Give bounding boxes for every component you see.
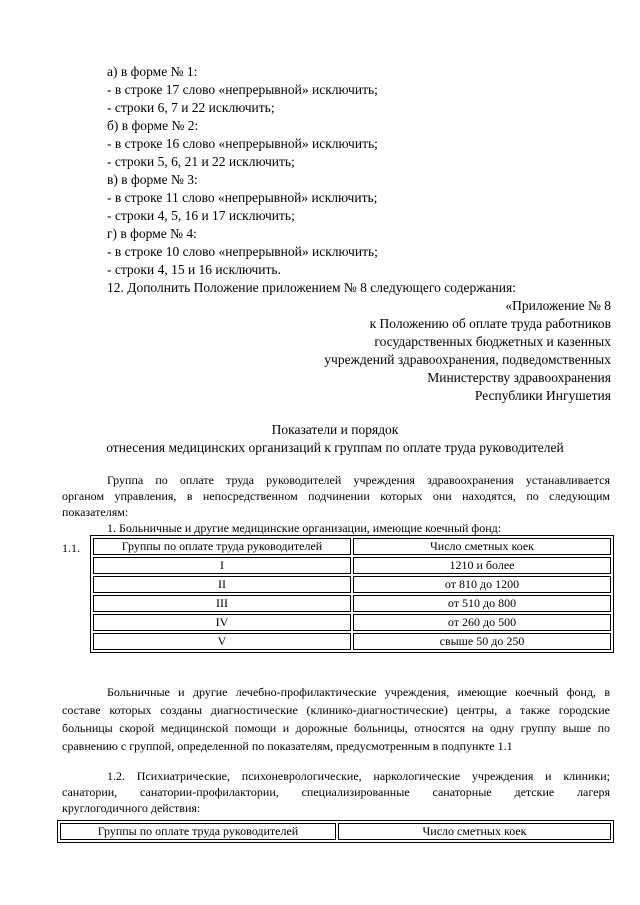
para2-line: больницы скорой медицинской помощи и дорожные больницы, относятся на одну группу выше по	[62, 721, 610, 735]
item-12: 12. Дополнить Положение приложением № 8 следующего содержания:	[107, 280, 516, 295]
para3-line: 1.2. Психиатрические, психоневрологические, наркологические учреждения и клиники;	[107, 769, 610, 783]
intro-line: показателям:	[62, 505, 129, 519]
beds-table	[90, 535, 614, 653]
table-row	[93, 557, 611, 574]
amendment-line: г) в форме № 4:	[107, 226, 197, 241]
table-header-row	[60, 823, 611, 840]
table-cell: III	[93, 595, 351, 612]
table-header-cell: Группы по оплате труда руководителей	[93, 538, 351, 555]
intro-line: органом управления, в непосредственном подчинении которых они находятся, по следующим	[62, 489, 610, 503]
amendment-line: - в строке 10 слово «непрерывной» исключить;	[107, 244, 378, 259]
amendment-line: в) в форме № 3:	[107, 172, 198, 187]
table-row	[93, 633, 611, 650]
table1-label: 1.1.	[62, 541, 80, 555]
doc-title: Показатели и порядок	[271, 422, 399, 437]
doc-subtitle: отнесения медицинских организаций к группам по оплате труда руководителей	[106, 440, 564, 455]
table-row	[93, 576, 611, 593]
table-cell: I	[93, 557, 351, 574]
table-cell: IV	[93, 614, 351, 631]
amendment-line: б) в форме № 2:	[107, 118, 199, 133]
table-row	[93, 614, 611, 631]
annex-header-line: Министерству здравоохранения	[427, 370, 611, 385]
amendment-line: - строки 6, 7 и 22 исключить;	[107, 100, 275, 115]
table-header-cell: Группы по оплате труда руководителей	[60, 823, 336, 840]
annex-header-line: «Приложение № 8	[505, 298, 611, 313]
annex-header-line: государственных бюджетных и казенных	[374, 334, 611, 349]
table-cell: свыше 50 до 250	[353, 633, 611, 650]
table-header-row	[93, 538, 611, 555]
amendment-line: а) в форме № 1:	[107, 64, 198, 79]
table-cell: от 810 до 1200	[353, 576, 611, 593]
para2-line: сравнению с группой, определенной по показателям, предусмотренным в подпункте 1.1	[62, 739, 513, 753]
amendment-line: - строки 4, 5, 16 и 17 исключить;	[107, 208, 295, 223]
intro-line: Группа по оплате труда руководителей учреждения здравоохранения устанавливается	[107, 473, 610, 487]
table-cell: от 510 до 800	[353, 595, 611, 612]
table-header-cell: Число сметных коек	[338, 823, 611, 840]
amendment-line: - строки 4, 15 и 16 исключить.	[107, 262, 281, 277]
para3-line: санатории, санатории-профилактории, специализированные санаторные детские лагеря	[62, 785, 610, 799]
annex-header-line: к Положению об оплате труда работников	[369, 316, 611, 331]
para2-line: составе которых созданы диагностические (клинико-диагностические) центры, а также городские	[62, 703, 610, 717]
table-cell: II	[93, 576, 351, 593]
amendment-line: - строки 5, 6, 21 и 22 исключить;	[107, 154, 295, 169]
table-header-cell: Число сметных коек	[353, 538, 611, 555]
psych-beds-table	[57, 820, 614, 843]
amendment-line: - в строке 17 слово «непрерывной» исключить;	[107, 82, 378, 97]
annex-header-line: Республики Ингушетия	[474, 388, 611, 403]
table-cell: 1210 и более	[353, 557, 611, 574]
annex-header-line: учреждений здравоохранения, подведомственных	[324, 352, 611, 367]
point-1: 1. Больничные и другие медицинские организации, имеющие коечный фонд:	[107, 521, 502, 535]
amendment-line: - в строке 11 слово «непрерывной» исключить;	[107, 190, 378, 205]
para3-line: круглогодичного действия:	[62, 801, 201, 815]
table-cell: от 260 до 500	[353, 614, 611, 631]
table-row	[93, 595, 611, 612]
amendment-line: - в строке 16 слово «непрерывной» исключить;	[107, 136, 378, 151]
table-cell: V	[93, 633, 351, 650]
para2-line: Больничные и другие лечебно-профилактические учреждения, имеющие коечный фонд, в	[107, 685, 610, 699]
